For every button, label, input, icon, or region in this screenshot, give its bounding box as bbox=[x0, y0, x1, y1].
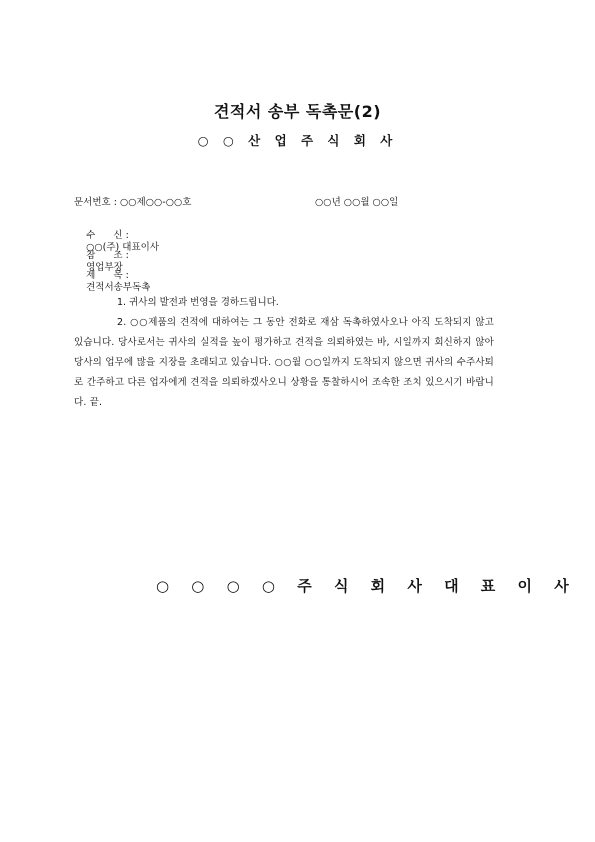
company-name: ○ ○ 산 업 주 식 회 사 bbox=[197, 133, 398, 148]
document-title: 견적서 송부 독촉문(2) bbox=[213, 102, 382, 121]
document-number-row bbox=[74, 197, 192, 209]
reference-value: 영업부장 bbox=[86, 262, 123, 273]
signature-line: ○ ○ ○ ○ 주 식 회 사 대 표 이 사 bbox=[156, 577, 578, 595]
body-paragraph-1: 1. 귀사의 발전과 번영을 경하드립니다. bbox=[117, 297, 279, 308]
subject-value: 견적서송부독촉 bbox=[86, 282, 151, 293]
recipient-value: ○○(주) 대표이사 bbox=[86, 242, 159, 253]
document-number-label: 문서번호 : bbox=[74, 197, 117, 208]
document-date: ○○년 ○○월 ○○일 bbox=[315, 197, 399, 208]
document-number-value: ○○제○○-○○호 bbox=[119, 197, 192, 208]
subject-label: 제 목 : bbox=[86, 270, 129, 281]
reference-label: 참 조 : bbox=[86, 250, 129, 261]
body-paragraph-2: 2. ○○제품의 견적에 대하여는 그 동안 전화로 재삼 독촉하였사오나 아직 도착되지 않고 있습니다. 당사로서는 귀사의 실적을 높이 평가하고 견적을 의뢰하였는 바, 시일까지 회신하지 않아 당사의 업무에 많을 지장을 초래되고 있습니다. ○○월 ○○일까지 도착되지 않으면 귀사의 수주사퇴로 간주하고 다른 업자에게 견적을 의뢰하겠사오니 상황을 통찰하시어 조속한 조치 있으시기 바랍니다. 끝. bbox=[74, 317, 494, 408]
recipient-label: 수 신 : bbox=[86, 230, 129, 241]
